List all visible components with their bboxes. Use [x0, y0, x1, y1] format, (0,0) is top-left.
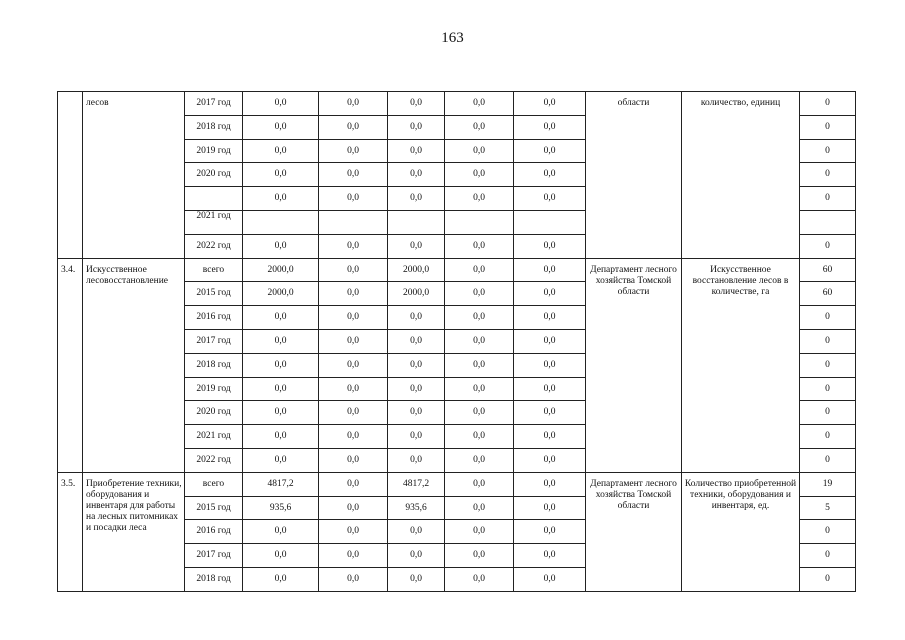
- value-cell: 0,0: [388, 401, 445, 425]
- value-cell: 0,0: [445, 425, 514, 449]
- value-cell: [388, 210, 445, 234]
- value-cell: 0,0: [514, 496, 586, 520]
- indicator-value-cell: 0: [800, 115, 856, 139]
- value-cell: 0,0: [319, 401, 388, 425]
- value-cell: 0,0: [445, 163, 514, 187]
- value-cell: 0,0: [388, 425, 445, 449]
- value-cell: [514, 210, 586, 234]
- value-cell: 0,0: [319, 258, 388, 282]
- value-cell: 0,0: [319, 544, 388, 568]
- value-cell: 0,0: [319, 282, 388, 306]
- year-cell: 2022 год: [185, 234, 243, 258]
- year-cell: 2020 год: [185, 163, 243, 187]
- value-cell: 0,0: [445, 472, 514, 496]
- value-cell: 0,0: [388, 329, 445, 353]
- value-cell: 0,0: [445, 139, 514, 163]
- value-cell: 2000,0: [388, 258, 445, 282]
- value-cell: 0,0: [319, 329, 388, 353]
- year-cell: 2021 год: [185, 425, 243, 449]
- value-cell: 0,0: [445, 329, 514, 353]
- indicator-value-cell: 0: [800, 448, 856, 472]
- year-cell: 2016 год: [185, 520, 243, 544]
- value-cell: 0,0: [445, 520, 514, 544]
- year-cell: 2019 год: [185, 139, 243, 163]
- table-row: [58, 92, 856, 116]
- value-cell: 0,0: [445, 258, 514, 282]
- value-cell: 0,0: [388, 567, 445, 591]
- value-cell: 0,0: [514, 234, 586, 258]
- value-cell: 0,0: [445, 187, 514, 211]
- indicator-value-cell: 5: [800, 496, 856, 520]
- indicator-value-cell: [800, 210, 856, 234]
- indicator-value-cell: 0: [800, 353, 856, 377]
- indicator-value-cell: 0: [800, 425, 856, 449]
- activity-name: Приобретение техники, оборудования и инвентаря для работы на лесных питомниках и посадки леса: [83, 472, 185, 591]
- value-cell: 0,0: [243, 567, 319, 591]
- value-cell: 0,0: [319, 115, 388, 139]
- value-cell: 0,0: [243, 163, 319, 187]
- value-cell: 0,0: [445, 234, 514, 258]
- value-cell: 0,0: [514, 544, 586, 568]
- year-cell: 2020 год: [185, 401, 243, 425]
- year-cell: 2018 год: [185, 115, 243, 139]
- value-cell: 0,0: [319, 472, 388, 496]
- value-cell: 0,0: [243, 544, 319, 568]
- indicator-cell: Искусственное восстановление лесов в количестве, га: [682, 258, 800, 472]
- value-cell: 0,0: [243, 139, 319, 163]
- value-cell: 935,6: [388, 496, 445, 520]
- value-cell: 0,0: [514, 353, 586, 377]
- value-cell: 0,0: [388, 306, 445, 330]
- value-cell: 0,0: [445, 401, 514, 425]
- indicator-value-cell: 0: [800, 329, 856, 353]
- value-cell: 0,0: [243, 306, 319, 330]
- value-cell: 0,0: [514, 520, 586, 544]
- value-cell: 0,0: [445, 448, 514, 472]
- value-cell: 0,0: [388, 187, 445, 211]
- table-row: [58, 258, 856, 282]
- value-cell: 0,0: [514, 139, 586, 163]
- page-number: 163: [441, 30, 464, 46]
- year-cell: [185, 187, 243, 211]
- year-cell: 2018 год: [185, 353, 243, 377]
- value-cell: 0,0: [319, 425, 388, 449]
- value-cell: 0,0: [319, 448, 388, 472]
- value-cell: 0,0: [514, 329, 586, 353]
- indicator-value-cell: 0: [800, 92, 856, 116]
- indicator-value-cell: 0: [800, 520, 856, 544]
- value-cell: 0,0: [514, 163, 586, 187]
- row-index: 3.4.: [58, 258, 83, 472]
- value-cell: 0,0: [388, 520, 445, 544]
- indicator-value-cell: 0: [800, 187, 856, 211]
- year-cell: 2016 год: [185, 306, 243, 330]
- value-cell: 0,0: [243, 115, 319, 139]
- indicator-value-cell: 0: [800, 234, 856, 258]
- value-cell: 0,0: [319, 234, 388, 258]
- year-cell: 2019 год: [185, 377, 243, 401]
- value-cell: 0,0: [445, 353, 514, 377]
- indicator-cell: количество, единиц: [682, 92, 800, 259]
- indicator-value-cell: 0: [800, 544, 856, 568]
- value-cell: 0,0: [319, 520, 388, 544]
- activity-name: Искусственное лесовосстановление: [83, 258, 185, 472]
- value-cell: 0,0: [514, 567, 586, 591]
- value-cell: 0,0: [243, 329, 319, 353]
- value-cell: 2000,0: [243, 282, 319, 306]
- value-cell: 0,0: [514, 282, 586, 306]
- year-cell: всего: [185, 472, 243, 496]
- value-cell: 0,0: [243, 425, 319, 449]
- value-cell: 0,0: [243, 377, 319, 401]
- indicator-cell: Количество приобретенной техники, оборудования и инвентаря, ед.: [682, 472, 800, 591]
- year-cell: 2017 год: [185, 92, 243, 116]
- value-cell: 0,0: [319, 353, 388, 377]
- value-cell: 0,0: [319, 163, 388, 187]
- value-cell: 0,0: [514, 187, 586, 211]
- value-cell: 0,0: [445, 115, 514, 139]
- indicator-value-cell: 0: [800, 377, 856, 401]
- value-cell: 0,0: [445, 92, 514, 116]
- value-cell: 0,0: [514, 115, 586, 139]
- value-cell: 0,0: [388, 139, 445, 163]
- value-cell: 0,0: [388, 115, 445, 139]
- value-cell: 0,0: [388, 92, 445, 116]
- year-cell: 2017 год: [185, 544, 243, 568]
- executor-cell: Департамент лесного хозяйства Томской области: [586, 258, 682, 472]
- value-cell: 0,0: [388, 234, 445, 258]
- value-cell: 0,0: [243, 448, 319, 472]
- value-cell: 0,0: [243, 401, 319, 425]
- value-cell: 4817,2: [243, 472, 319, 496]
- value-cell: 0,0: [514, 306, 586, 330]
- value-cell: 0,0: [243, 92, 319, 116]
- value-cell: 0,0: [445, 377, 514, 401]
- value-cell: 0,0: [514, 377, 586, 401]
- value-cell: 0,0: [514, 448, 586, 472]
- value-cell: 0,0: [319, 92, 388, 116]
- row-index: 3.5.: [58, 472, 83, 591]
- indicator-value-cell: 0: [800, 163, 856, 187]
- indicator-value-cell: 0: [800, 139, 856, 163]
- value-cell: 0,0: [243, 353, 319, 377]
- value-cell: 0,0: [514, 92, 586, 116]
- year-cell: 2021 год: [185, 210, 243, 234]
- budget-table: [57, 91, 856, 592]
- value-cell: 0,0: [388, 544, 445, 568]
- value-cell: [243, 210, 319, 234]
- value-cell: 0,0: [445, 306, 514, 330]
- value-cell: 0,0: [388, 377, 445, 401]
- value-cell: 0,0: [388, 353, 445, 377]
- value-cell: [445, 210, 514, 234]
- value-cell: 0,0: [319, 187, 388, 211]
- activity-name: лесов: [83, 92, 185, 259]
- executor-cell: Департамент лесного хозяйства Томской области: [586, 472, 682, 591]
- value-cell: 0,0: [319, 567, 388, 591]
- value-cell: 0,0: [514, 401, 586, 425]
- value-cell: 0,0: [243, 520, 319, 544]
- value-cell: 0,0: [388, 448, 445, 472]
- year-cell: 2018 год: [185, 567, 243, 591]
- value-cell: 0,0: [319, 139, 388, 163]
- value-cell: 0,0: [514, 425, 586, 449]
- value-cell: 935,6: [243, 496, 319, 520]
- value-cell: 0,0: [243, 187, 319, 211]
- value-cell: 0,0: [445, 496, 514, 520]
- value-cell: 0,0: [243, 234, 319, 258]
- year-cell: 2015 год: [185, 282, 243, 306]
- year-cell: 2022 год: [185, 448, 243, 472]
- value-cell: 2000,0: [388, 282, 445, 306]
- value-cell: [319, 210, 388, 234]
- indicator-value-cell: 0: [800, 306, 856, 330]
- value-cell: 0,0: [388, 163, 445, 187]
- indicator-value-cell: 19: [800, 472, 856, 496]
- value-cell: 0,0: [445, 567, 514, 591]
- indicator-value-cell: 60: [800, 258, 856, 282]
- value-cell: 0,0: [445, 282, 514, 306]
- value-cell: 0,0: [319, 496, 388, 520]
- year-cell: 2017 год: [185, 329, 243, 353]
- year-cell: всего: [185, 258, 243, 282]
- value-cell: 4817,2: [388, 472, 445, 496]
- value-cell: 2000,0: [243, 258, 319, 282]
- value-cell: 0,0: [319, 306, 388, 330]
- value-cell: 0,0: [445, 544, 514, 568]
- executor-cell: области: [586, 92, 682, 259]
- indicator-value-cell: 0: [800, 567, 856, 591]
- table-row: [58, 472, 856, 496]
- value-cell: 0,0: [514, 258, 586, 282]
- row-index: [58, 92, 83, 259]
- indicator-value-cell: 60: [800, 282, 856, 306]
- value-cell: 0,0: [514, 472, 586, 496]
- indicator-value-cell: 0: [800, 401, 856, 425]
- value-cell: 0,0: [319, 377, 388, 401]
- year-cell: 2015 год: [185, 496, 243, 520]
